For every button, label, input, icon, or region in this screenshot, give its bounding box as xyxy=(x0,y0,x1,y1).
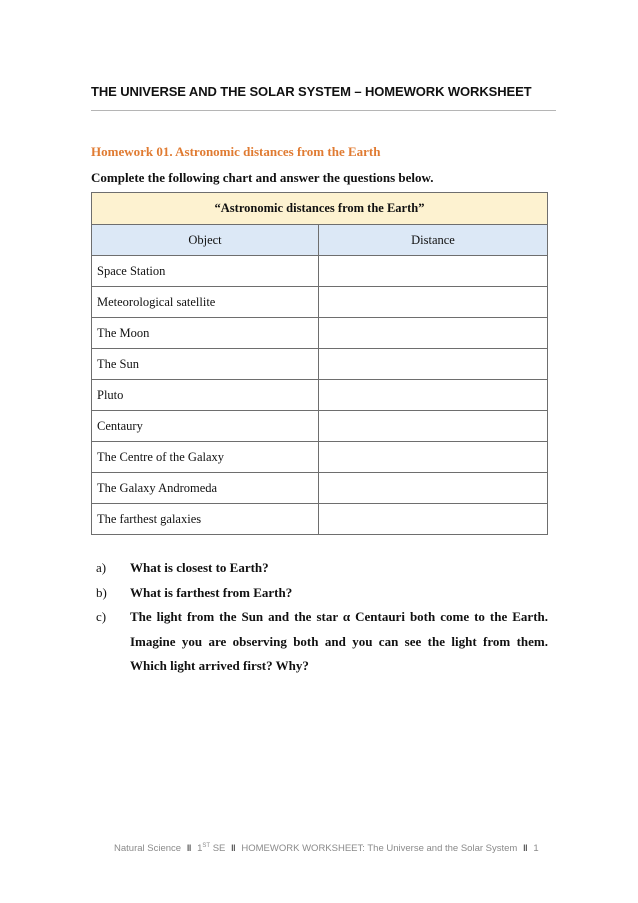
object-cell: The Centre of the Galaxy xyxy=(92,442,319,473)
table-row xyxy=(92,442,548,473)
footer-separator: ‖ xyxy=(186,843,192,855)
homework-instructions: Complete the following chart and answer the questions below. xyxy=(91,170,434,185)
question-text: The light from the Sun and the star α Centauri both come to the Earth. Imagine you are observing both and you can see the light from them. Which light arrived first? Why? xyxy=(130,609,548,673)
footer-document: HOMEWORK WORKSHEET: The Universe and the Solar System xyxy=(241,843,518,855)
footer-separator: ‖ xyxy=(231,843,236,855)
object-cell: The Moon xyxy=(92,318,319,349)
question-marker: a) xyxy=(96,560,107,575)
footer-level-number: 1 xyxy=(197,843,203,855)
object-cell: The Sun xyxy=(92,349,319,380)
column-header-distance: Distance xyxy=(319,225,548,256)
object-cell: Centaury xyxy=(92,411,319,442)
table-row xyxy=(92,380,548,411)
column-header-object: Object xyxy=(92,225,319,256)
table-caption: “Astronomic distances from the Earth” xyxy=(92,193,548,225)
distance-cell[interactable] xyxy=(319,442,548,473)
table-row xyxy=(92,349,548,380)
footer-level-suffix: ST xyxy=(202,843,211,849)
homework-heading: Homework 01. Astronomic distances from the Earth xyxy=(91,144,381,159)
footer-separator: ‖ xyxy=(522,843,528,855)
question-b xyxy=(96,581,548,606)
title-divider xyxy=(91,110,556,111)
object-cell: Pluto xyxy=(92,380,319,411)
question-a xyxy=(96,556,548,581)
distance-cell[interactable] xyxy=(319,287,548,318)
table-header-row xyxy=(92,225,548,256)
table-row xyxy=(92,504,548,535)
footer-level-label: SE xyxy=(212,843,226,855)
object-cell: The Galaxy Andromeda xyxy=(92,473,319,504)
table-row xyxy=(92,287,548,318)
table-row xyxy=(92,256,548,287)
footer-subject: Natural Science xyxy=(114,843,182,855)
table-caption-row xyxy=(92,193,548,225)
distance-cell[interactable] xyxy=(319,504,548,535)
page-footer xyxy=(114,843,539,855)
table-row xyxy=(92,318,548,349)
question-marker: c) xyxy=(96,609,107,624)
distances-table xyxy=(91,192,548,535)
footer-page-number: 1 xyxy=(533,843,539,855)
distance-cell[interactable] xyxy=(319,318,548,349)
table-row xyxy=(92,473,548,504)
distance-cell[interactable] xyxy=(319,380,548,411)
object-cell: Meteorological satellite xyxy=(92,287,319,318)
question-c xyxy=(96,605,548,679)
distance-cell[interactable] xyxy=(319,473,548,504)
object-cell: Space Station xyxy=(92,256,319,287)
object-cell: The farthest galaxies xyxy=(92,504,319,535)
table-row xyxy=(92,411,548,442)
question-marker: b) xyxy=(96,584,107,600)
distance-cell[interactable] xyxy=(319,349,548,380)
page-title: THE UNIVERSE AND THE SOLAR SYSTEM – HOMEWORK WORKSHEET xyxy=(91,84,532,99)
distance-cell[interactable] xyxy=(319,256,548,287)
question-text: What is closest to Earth? xyxy=(130,560,269,575)
question-text: What is farthest from Earth? xyxy=(130,584,293,600)
distance-cell[interactable] xyxy=(319,411,548,442)
questions-list xyxy=(96,556,548,679)
